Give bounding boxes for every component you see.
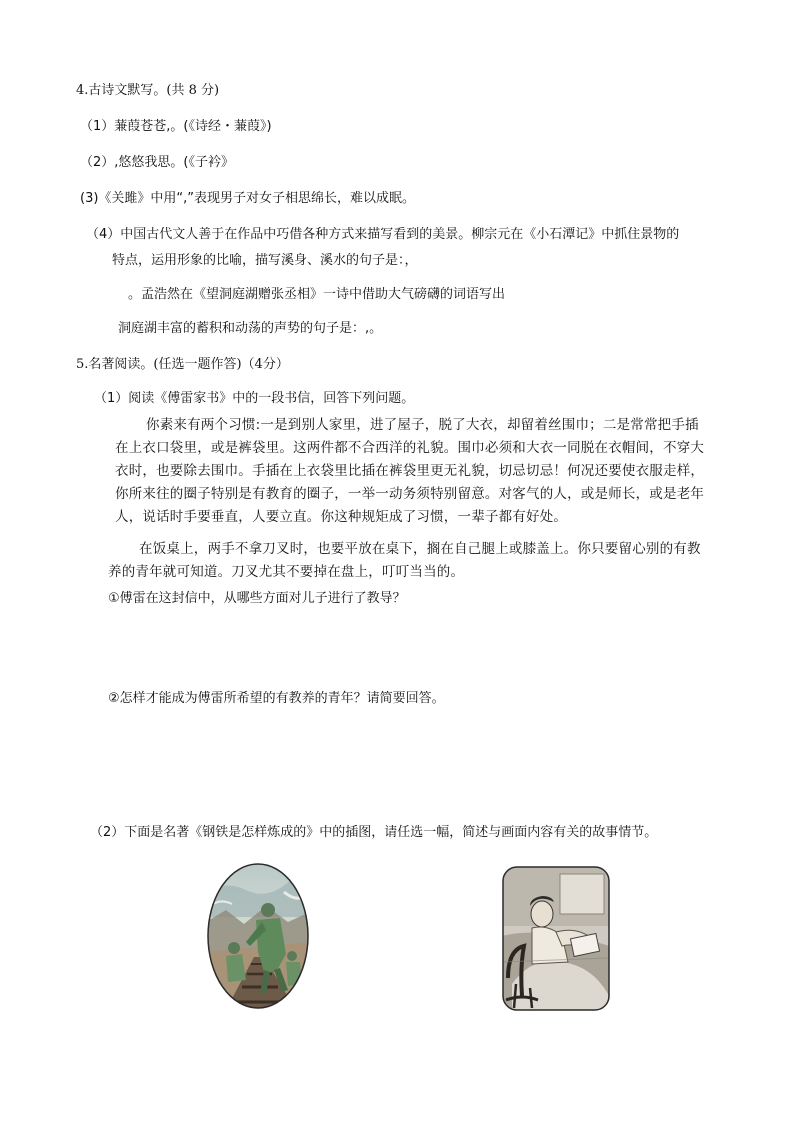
q4-item-1: （1）蒹葭苍苍,。(《诗经・蒹葭》) xyxy=(80,119,272,134)
letter-p1-line-1: 你素来有两个习惯:一是到别人家里，进了屋子，脱了大衣，却留着丝围巾；二是常常把手插 xyxy=(146,417,699,433)
question-1: ①傅雷在这封信中，从哪些方面对儿子进行了教导？ xyxy=(108,591,406,606)
letter-p1-line-4: 你所来往的圈子特别是有教育的圈子，一举一动务须特别留意。对客气的人，或是师长，或是老年 xyxy=(115,486,705,502)
q5-sub2-title: （2）下面是名著《钢铁是怎样炼成的》中的插图，请任选一幅，简述与画面内容有关的故事情节。 xyxy=(90,825,658,840)
q4-item-2: （2）,悠悠我思。(《子衿》 xyxy=(80,155,234,170)
q4-item-4-line-4: 洞庭湖丰富的蓄积和动荡的声势的句子是：,。 xyxy=(118,321,383,336)
q4-item-4-line-2: 特点，运用形象的比喻，描写溪身、溪水的句子是：， xyxy=(112,253,418,268)
q5-heading: 5.名著阅读。(任选一题作答)（4分） xyxy=(76,357,289,372)
question-2: ②怎样才能成为傅雷所希望的有教养的青年？请简要回答。 xyxy=(108,691,445,706)
q4-item-3: (3)《关雎》中用“,”表现男子对女子相思绵长，难以成眠。 xyxy=(80,191,416,206)
letter-p1-line-3: 衣时，也要除去围巾。手插在上衣袋里比插在裤袋里更无礼貌，切忌切忌！何况还要使衣服走样， xyxy=(115,463,705,479)
letter-p2-line-2: 养的青年就可知道。刀叉尤其不要掉在盘上，叮叮当当的。 xyxy=(108,564,465,580)
letter-p1-line-5: 人，说话时手要垂直，人要立直。你这种规矩成了习惯，一辈子都有好处。 xyxy=(115,509,568,525)
illustration-portrait-art xyxy=(502,866,610,1011)
letter-p1-line-2: 在上衣口袋里，或是裤袋里。这两件都不合西洋的礼貌。围巾必须和大衣一同脱在衣帽间，不穿大 xyxy=(115,440,705,456)
q4-item-4-line-3: 。孟浩然在《望洞庭湖赠张丞相》一诗中借助大气磅礴的词语写出 xyxy=(128,287,506,302)
q4-item-4-line-1: （4）中国古代文人善于在作品中巧借各种方式来描写看到的美景。柳宗元在《小石潭记》中抓住景物的 xyxy=(86,227,680,242)
illustration-oval xyxy=(206,862,310,1010)
illustration-portrait xyxy=(502,866,610,1011)
q5-sub1-title: （1）阅读《傅雷家书》中的一段书信，回答下列问题。 xyxy=(94,391,415,406)
q4-heading: 4.古诗文默写。(共 8 分) xyxy=(76,83,220,98)
letter-p2-line-1: 在饭桌上，两手不拿刀叉时，也要平放在桌下，搁在自己腿上或膝盖上。你只要留心别的有教 xyxy=(139,541,701,557)
illustration-oval-art xyxy=(206,862,310,1010)
